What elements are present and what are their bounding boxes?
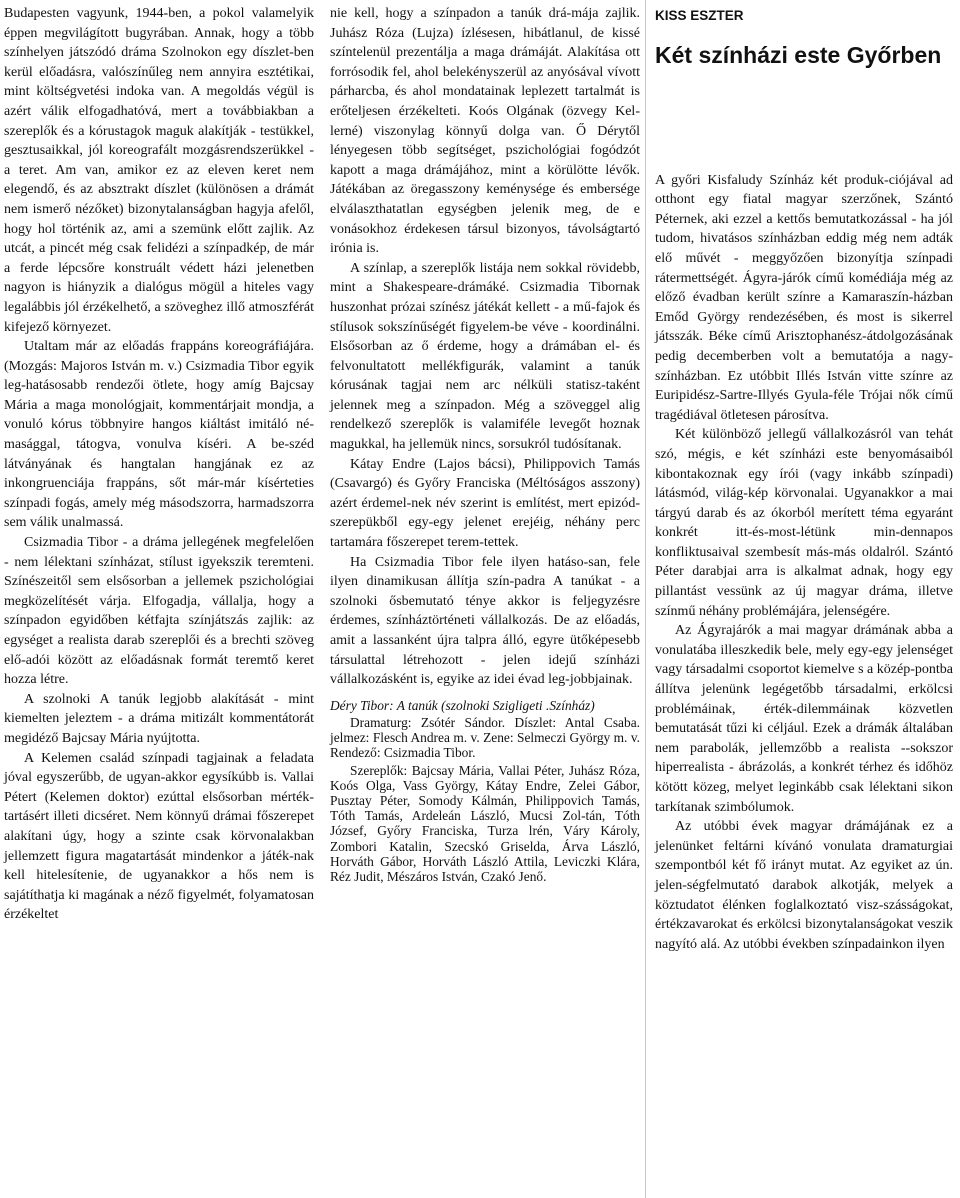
paragraph: Ha Csizmadia Tibor fele ilyen hatáso-san, fele ilyen dinamikusan állítja szín-padra A tanúkat - a szolnoki ősbemutató tényе akkor is feljegyzésre érdemes, színháztörténeti vállalkozás. De az előadás, amit a lassanként újra talpra álló, egyre ütőképesebb társulattal létrehozott - jelen idejű színházi vállalkozásként is, egyike az idei évad leg-jobbjainak. — [330, 554, 640, 688]
credits-cast: Szereplők: Bajcsay Mária, Vallai Péter, Juhász Róza, Koós Olga, Vass György, Kátay Endre, Zelei Gábor, Pusztay Péter, Somody Kálmán, Philippovich Tamás, Tóth Tamás, Ardeleán László, Mucsi Zol-tán, Tóth József, Győry Franciska, Turza lrén, Váry Károly, Zombori Katalin, Szecskó Griselda, Árva László, Horváth Gábor, Horváth László Attila, Leviczki Klára, Réz Judit, Mészáros István, Czakó Jenő. — [330, 762, 640, 885]
paragraph: Utaltam már az előadás frappáns koreográfiájára. (Mozgás: Majoros István m. v.) Csizmadia Tibor egyik leg-hatásosabb rendezői ötlete, hogy amíg Bajcsay Mária a maga monológjait, kommentárjait mondja, a vonuló kórus többnyire hangos kiáltást imitáló né-masággal, tátogva, vonulva kíséri. A be-széd látványának és hangtalan hangjának ez az inkongruenciája frappáns, sőt már-már kísérteties színpadi fogás, amely még másodszorra, harmadszorra sem válik unalmassá. — [4, 339, 314, 531]
paragraph: nie kell, hogy a színpadon a tanúk drá-mája zajlik. Juhász Róza (Lujza) ízlésesen, hibátlanul, de kissé színtelenül prezentálja a maga drámáját. Alakítása ott forrósodik fel, ahol belekényszerül az anyósával vívott párharcba, és ahol mondatainak leplezett tartalmát is erőteljesen érzékelteti. Koós Olgának (özvegy Kel-lerné) viszonylag könnyű dolga van. Ő Dérytől lényegesen több segítséget, pszichológiai fogódzót kapott a maga drámájához, mint a körülötte lévők. Játékában az öregasszony keménysége és embersége elválaszthatatlan egységben jelenik meg, de e vonásokhoz érdekesen társul bizonyos, távolságtartó irónia is. — [330, 6, 640, 257]
article-headline: Két színházi este Győrben — [655, 41, 942, 68]
paragraph: A Kelemen család színpadi tagjainak a feladata jóval egyszerűbb, de ugyan-akkor egysíkúbb is. Vallai Pétert (Kelemen doktor) ezúttal elsősorban mérték-tartásért illeti dicséret. Nem könnyű drámai főszerepet alakítani úgy, hogy a szinte csak körvonalakban jellemzett figura magatartását mindenkor a játék-nak kell hitelesítenie, de ugyanakkor a hős nem is sajátíthatja ki magának a néző figyelmét, folyamatosan érzékeltet — [4, 750, 314, 923]
paragraph: Az utóbbi évek magyar drámájának ez a jelenünket feltárni kívánó vonulata dramaturgiai szempontból két fő irányt mutat. Az egyiket az ún. jelen-ségfelmutató darabok alkotják, melyek a köztudatot élénken foglalkoztató visz-szásságokat, értékzavarokat és erkölcsi bizonytalanságokat veszik nagyító alá. Az utóbbi években színpadainkon ilyen — [655, 819, 953, 952]
paragraph: A szolnoki A tanúk legjobb alakítását - mint kiemelten jeleztem - a dráma mitizált kommentátorát megidéző Bajcsay Mária nyújtotta. — [4, 691, 314, 746]
paragraph: Az Ágyrajárók a mai magyar drámának abba a vonulatába illeszkedik bele, mely egy-egy jelenséget vagy társadalmi csoportot kiemelve s a közép-pontba állítva jelenünk legégetőbb társadalmi, erkölcsi problémáinak, érték-dilemmáinak közvetlen bemutatását tűzi ki céljául. Ezek a drámák általában nem parabolák, jellemzőbb a realista --sokszor hiperrealista - ábrázolás, a konkrét térhez és időhöz kötött közeg, melyet leginkább csak lélektani sikon tarkítanak szimbólumok. — [655, 623, 953, 815]
column-divider — [645, 0, 646, 1198]
paragraph: Két különböző jellegű vállalkozásról van tehát szó, mégis, e két színházi este benyomásaiból kibontakoznak egy írói (vagy inkább színpadi) látásmód, világ-kép körvonalai. Ugyanakkor a mai tárgyú darab és az ókorból merített téma egyaránt konkrét itt-és-most-létünk min-dennapos konfliktusaival szembesít más-más oldalról. Szántó Péter darabjai arra is alkalmat adnak, hogy egy pillantást vessünk az új magyar dráma, illetve színmű néhány problémájára, jelenségére. — [655, 427, 953, 619]
paragraph: Kátay Endre (Lajos bácsi), Philippovich Tamás (Csavargó) és Győry Franciska (Méltóságos asszony) azért érdemel-nek név szerint is említést, mert epizód-szerepükből egy-egy jelenet erejéig, néhány perc tartamára főszerepet terem-tettek. — [330, 456, 640, 551]
production-credits — [330, 698, 640, 884]
credits-staff: Dramaturg: Zsótér Sándor. Díszlet: Antal Csaba. jelmez: Flesch Andrea m. v. Zene: Selmeczi György m. v. Rendező: Csizmadia Tibor. — [330, 714, 640, 761]
paragraph: Budapesten vagyunk, 1944-ben, a pokol valamelyik éppen megvilágított bugyrában. Annak, hogy a több színhelyen játszódó dráma Szolnokon egy díszlet-ben kerül előadásra, valószínűleg nem annyira esztétikai, mint költségvetési indoka van. A megoldás végül is azért válik elfogadhatóvá, mert a továbbiakban a szereplők és a kórustagok maguk alakítják - testükkel, gesztusaikkal, jól koreografált mozgásrendszerükkel - a teret. Am van, amikor ez az eleven keret nem elegendő, és az absztrakt díszlet (különösen a drámát nem ismerő nézőket) bizonytalanságban hagyja afelől, hogy hol történik az, ami a szemünk előtt zajlik. Az utcát, a pincét még csak felidézi a színpadkép, de már a ferde lépcsőre konstruált védett házi jelenetben nagyon is hiányzik a dialógus mögül a hiteles vagy legalábbis jól érzékelhető, a szöveghez illő atmoszférát kifejező környezet. — [4, 6, 314, 335]
paragraph: A színlap, a szereplők listája nem sokkal rövidebb, mint a Shakespeare-drámáké. Csizmadia Tibornak huszonhat prózai színész játékát kellett - a mű-fajok és stílusok sokszínűségét figyelem-be véve - koordinálni. Elsősorban az ő érdeme, hogy a drámában el- és felvonultatott mellékfigurák, valamint a tanúk kórusának tagjai nem arc nélküli statisz-taként jelennek meg a színpadon. Még a szöveggel alig rendelkező szereplők is valamiféle levegőt hoznak magukkal, ha jellemük nincs, sorsukról tudósítanak. — [330, 260, 640, 453]
credits-title: Déry Tibor: A tanúk (szolnoki Szigligeti .Színház) — [330, 697, 595, 713]
article-column-1 — [4, 4, 314, 925]
paragraph: A győri Kisfaludy Színház két produk-ciójával ad otthont egy fiatal magyar szerzőnek, Szántó Péternek, aki ezzel a kettős bemutatkozással - ha jól tudom, hivatásos színházban eddig még nem adták elő művét - meggyőzően bizonyítja színpadi rátermettségét. Ágyra-járók című komédiája még az előző évadban került színre a Kamaraszín-házban Emőd György rendezésében, és most is sikerrel játsszák. Béke című Arisztophanész-átdolgozásának pedig decemberben volt a bemutatója a nagy-színházban. Ez utóbbit Illés István vitte színre az Euripidész-Sartre-Illyés Gyula-féle Trójai nők című tragédiával ötletesen párosítva. — [655, 172, 953, 423]
article-column-3 — [655, 0, 953, 954]
paragraph: Csizmadia Tibor - a dráma jellegének megfelelően - nem lélektani színházat, stílust igyekszik teremteni. Színészeitől sem elsősorban a jellemek pszichológiai megközelítését várja. Elfogadja, vállalja, hogy a színpadon egyidőben kétfajta színjátszás zajlik: az egységet a realista darab szereplői és a brechti szöveg elő-adói között az előadásnak formát teremtő keret hozza létre. — [4, 535, 314, 688]
article-column-2 — [330, 4, 640, 886]
author-name: KISS ESZTER — [655, 8, 744, 23]
